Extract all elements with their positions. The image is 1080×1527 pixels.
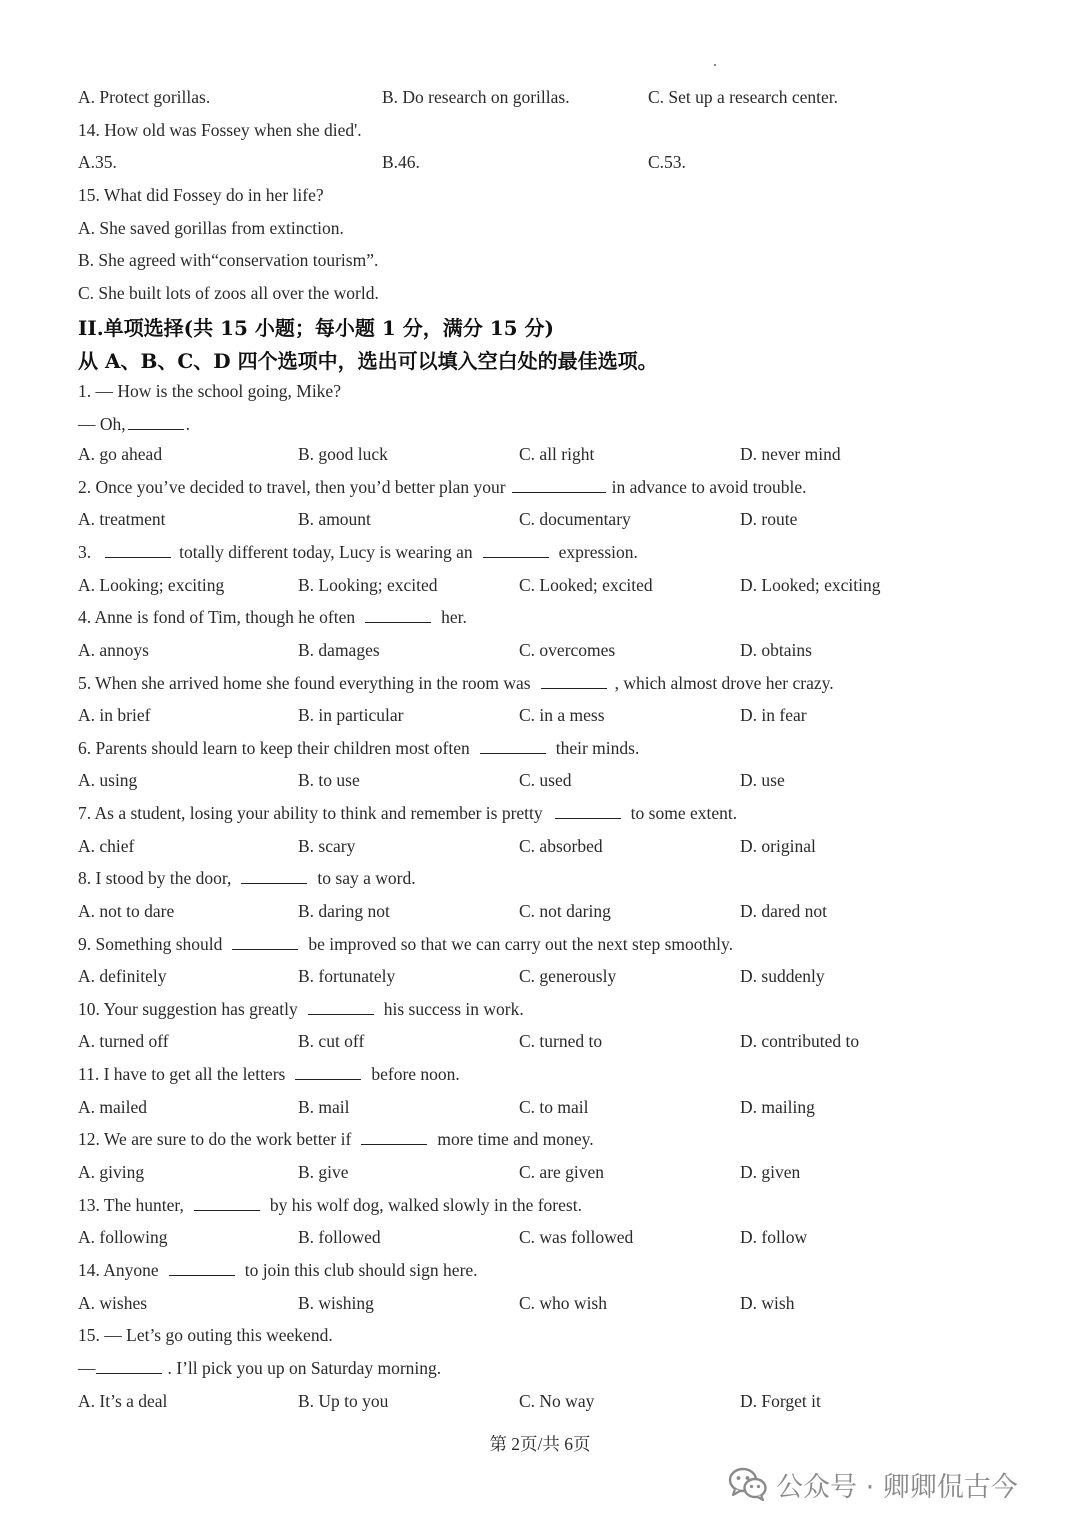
option-b: B. good luck [298,444,388,464]
q14-stem [78,1259,478,1281]
q14-stem-part1: 14. Anyone [78,1260,159,1280]
q13-stem-part1: 13. The hunter, [78,1195,184,1215]
answer-blank [295,1065,361,1080]
option-d: D. route [740,509,798,529]
q12-stem [78,1128,594,1150]
q13-stem [78,1194,582,1216]
option-b: B. cut off [298,1031,365,1051]
option-a: A. definitely [78,966,167,986]
answer-blank [308,1000,374,1015]
option-a: A. Protect gorillas. [78,87,211,107]
q7-stem-part1: 7. As a student, losing your ability to think and remember is pretty [78,803,543,823]
answer-blank [96,1359,162,1374]
option-d: D. never mind [740,444,841,464]
option-b: B. Up to you [298,1391,389,1411]
option-c: C. are given [519,1162,605,1182]
q6-stem [78,737,639,759]
option-b: B. in particular [298,705,404,725]
q2-stem-part1: 2. Once you’ve decided to travel, then you’d better plan your [78,477,506,497]
q4-stem-part1: 4. Anne is fond of Tim, though he often [78,607,356,627]
q4-stem [78,606,467,628]
option-d: D. Forget it [740,1391,821,1411]
option-d: D. dared not [740,901,827,921]
option-b: B. amount [298,509,371,529]
option-b: B. to use [298,770,360,790]
option-b: B. mail [298,1097,350,1117]
option-a: A. giving [78,1162,145,1182]
option-d: D. follow [740,1227,808,1247]
option-b: B. scary [298,836,356,856]
q11-stem-part2: before noon. [371,1064,460,1084]
q8-stem-part2: to say a word. [317,868,416,888]
q5-stem [78,672,834,694]
q1-response-lead: — Oh, [78,414,126,434]
option-c: C. Set up a research center. [648,87,838,107]
q1-response-end: . [185,414,191,434]
option-b: B.46. [382,152,420,172]
option-a: A. It’s a deal [78,1391,168,1411]
reading-q15-option-b: B. She agreed with“conservation tourism”. [78,250,379,270]
option-c: C. used [519,770,572,790]
answer-blank [361,1130,427,1145]
q11-stem [78,1063,460,1085]
q9-stem-part2: be improved so that we can carry out the next step smoothly. [308,934,733,954]
option-b: B. fortunately [298,966,396,986]
reading-q15-option-a: A. She saved gorillas from extinction. [78,218,344,238]
answer-blank [241,869,307,884]
option-a: A. following [78,1227,168,1247]
answer-blank [541,674,607,689]
option-b: B. followed [298,1227,381,1247]
q15-response [78,1357,441,1379]
q2-stem [78,476,807,498]
option-c: C.53. [648,152,686,172]
q9-stem [78,933,733,955]
q4-stem-part2: her. [441,607,467,627]
q15-stem: 15. — Let’s go outing this weekend. [78,1325,333,1345]
option-a: A. using [78,770,138,790]
q8-stem-part1: 8. I stood by the door, [78,868,232,888]
q13-stem-part2: by his wolf dog, walked slowly in the forest. [269,1195,582,1215]
option-a: A. wishes [78,1293,148,1313]
option-b: B. wishing [298,1293,374,1313]
option-c: C. who wish [519,1293,607,1313]
option-b: B. daring not [298,901,390,921]
q7-stem-part2: to some extent. [630,803,738,823]
q5-stem-part2: , which almost drove her crazy. [614,673,834,693]
option-c: C. absorbed [519,836,603,856]
option-c: C. not daring [519,901,611,921]
page-number: 第 2页/共 6页 [489,1434,591,1454]
option-a: A. chief [78,836,135,856]
option-d: D. wish [740,1293,795,1313]
option-d: D. in fear [740,705,807,725]
watermark [728,1464,1018,1504]
q5-stem-part1: 5. When she arrived home she found everything in the room was [78,673,531,693]
option-d: D. Looked; exciting [740,575,881,595]
q10-stem-part1: 10. Your suggestion has greatly [78,999,298,1019]
q12-stem-part2: more time and money. [437,1129,594,1149]
option-d: D. mailing [740,1097,815,1117]
section-instruction: 从 A、B、C、D 四个选项中，选出可以填入空白处的最佳选项。 [78,349,658,373]
option-a: A. Looking; exciting [78,575,225,595]
option-b: B. Looking; excited [298,575,438,595]
speck [714,64,716,66]
option-c: C. generously [519,966,617,986]
answer-blank [483,543,549,558]
option-d: D. given [740,1162,801,1182]
option-d: D. obtains [740,640,812,660]
option-a: A. in brief [78,705,151,725]
option-b: B. give [298,1162,349,1182]
option-a: A. mailed [78,1097,148,1117]
answer-blank [480,739,546,754]
option-c: C. turned to [519,1031,603,1051]
option-d: D. suddenly [740,966,825,986]
option-d: D. use [740,770,785,790]
option-c: C. was followed [519,1227,634,1247]
option-a: A. not to dare [78,901,175,921]
option-b: B. Do research on gorillas. [382,87,570,107]
answer-blank [512,478,606,493]
q3-stem [78,541,638,563]
q7-stem [78,802,737,824]
option-a: A.35. [78,152,117,172]
q3-stem-part3: expression. [558,542,638,562]
option-a: A. turned off [78,1031,169,1051]
q2-stem-part2: in advance to avoid trouble. [611,477,807,497]
q15-response-end: . I’ll pick you up on Saturday morning. [167,1358,442,1378]
q12-stem-part1: 12. We are sure to do the work better if [78,1129,352,1149]
option-c: C. Looked; excited [519,575,653,595]
q11-stem-part1: 11. I have to get all the letters [78,1064,286,1084]
q1-stem: 1. — How is the school going, Mike? [78,381,341,401]
q14-stem-part2: to join this club should sign here. [244,1260,478,1280]
option-c: C. overcomes [519,640,616,660]
watermark-text: 公众号 · 卿卿侃古今 [776,1471,1018,1503]
q3-stem-part2: totally different today, Lucy is wearing an [179,542,473,562]
option-b: B. damages [298,640,380,660]
option-a: A. annoys [78,640,149,660]
section-heading: II.单项选择(共 15 小题；每小题 1 分，满分 15 分) [78,316,554,340]
option-c: C. all right [519,444,595,464]
q10-stem [78,998,524,1020]
option-c: C. documentary [519,509,631,529]
q3-stem-part1: 3. [78,542,92,562]
q9-stem-part1: 9. Something should [78,934,223,954]
option-d: D. original [740,836,816,856]
wechat-icon [728,1467,768,1501]
option-a: A. go ahead [78,444,163,464]
q10-stem-part2: his success in work. [383,999,524,1019]
option-c: C. to mail [519,1097,589,1117]
answer-blank [128,415,184,430]
q15-response-lead: — [78,1358,96,1378]
option-c: C. in a mess [519,705,605,725]
reading-q15-option-c: C. She built lots of zoos all over the world. [78,283,379,303]
option-d: D. contributed to [740,1031,860,1051]
reading-q15-stem: 15. What did Fossey do in her life? [78,185,324,205]
q8-stem [78,867,416,889]
answer-blank [105,543,171,558]
q1-response [78,413,190,435]
answer-blank [555,804,621,819]
q6-stem-part1: 6. Parents should learn to keep their children most often [78,738,470,758]
answer-blank [194,1196,260,1211]
option-c: C. No way [519,1391,595,1411]
reading-q14-stem: 14. How old was Fossey when she died'. [78,120,362,140]
answer-blank [169,1261,235,1276]
answer-blank [365,608,431,623]
q6-stem-part2: their minds. [555,738,640,758]
answer-blank [232,935,298,950]
option-a: A. treatment [78,509,166,529]
